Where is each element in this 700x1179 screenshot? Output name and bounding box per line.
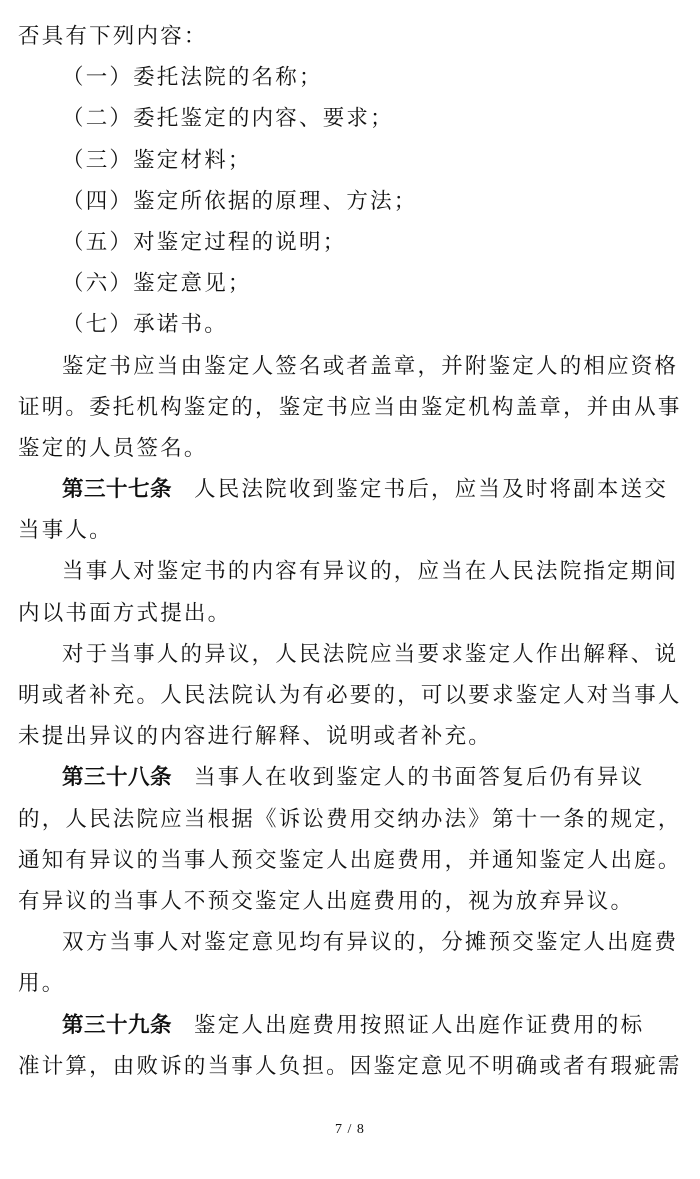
list-item: （五）对鉴定过程的说明； (62, 229, 347, 255)
article-text: 人民法院收到鉴定书后，应当及时将副本送交 (194, 477, 669, 503)
article-line (18, 1005, 678, 1046)
paragraph-line: 证明。委托机构鉴定的，鉴定书应当由鉴定机构盖章，并由从事 (18, 394, 682, 420)
list-item: （七）承诺书。 (62, 312, 228, 338)
paragraph-line: 有异议的当事人不预交鉴定人出庭费用的，视为放弃异议。 (18, 888, 635, 914)
paragraph-line: 鉴定的人员签名。 (18, 435, 208, 461)
paragraph-line: 的，人民法院应当根据《诉讼费用交纳办法》第十一条的规定， (18, 806, 682, 832)
paragraph-line: 鉴定书应当由鉴定人签名或者盖章，并附鉴定人的相应资格 (62, 353, 679, 379)
paragraph-line: 内以书面方式提出。 (18, 600, 232, 626)
list-item: （一）委托法院的名称； (62, 65, 323, 91)
list-item: （六）鉴定意见； (62, 271, 252, 297)
list-item: （四）鉴定所依据的原理、方法； (62, 188, 418, 214)
paragraph-line: 双方当事人对鉴定意见均有异议的，分摊预交鉴定人出庭费 (62, 930, 679, 956)
page-number: 7 / 8 (335, 1122, 365, 1137)
article-line (18, 469, 678, 510)
article-heading: 第三十九条 (62, 1012, 173, 1038)
article-heading: 第三十七条 (62, 477, 173, 503)
article-heading: 第三十八条 (62, 765, 173, 791)
text-line: 否具有下列内容： (18, 24, 208, 49)
paragraph-line: 对于当事人的异议，人民法院应当要求鉴定人作出解释、说 (62, 641, 679, 667)
paragraph-line: 未提出异议的内容进行解释、说明或者补充。 (18, 724, 493, 750)
article-text: 鉴定人出庭费用按照证人出庭作证费用的标 (194, 1012, 645, 1038)
paragraph-line: 通知有异议的当事人预交鉴定人出庭费用，并通知鉴定人出庭。 (18, 847, 682, 873)
article-line (18, 757, 678, 798)
document-page (18, 16, 682, 1087)
list-item: （二）委托鉴定的内容、要求； (62, 106, 394, 132)
article-text: 当事人在收到鉴定人的书面答复后仍有异议 (194, 765, 645, 791)
list-item: （三）鉴定材料； (62, 147, 252, 173)
paragraph-line: 当事人。 (18, 518, 113, 544)
paragraph-line: 用。 (18, 971, 66, 997)
paragraph-line: 明或者补充。人民法院认为有必要的，可以要求鉴定人对当事人 (18, 683, 682, 708)
paragraph-line: 当事人对鉴定书的内容有异议的，应当在人民法院指定期间 (62, 559, 679, 585)
paragraph-line: 准计算，由败诉的当事人负担。因鉴定意见不明确或者有瑕疵需 (18, 1053, 682, 1079)
